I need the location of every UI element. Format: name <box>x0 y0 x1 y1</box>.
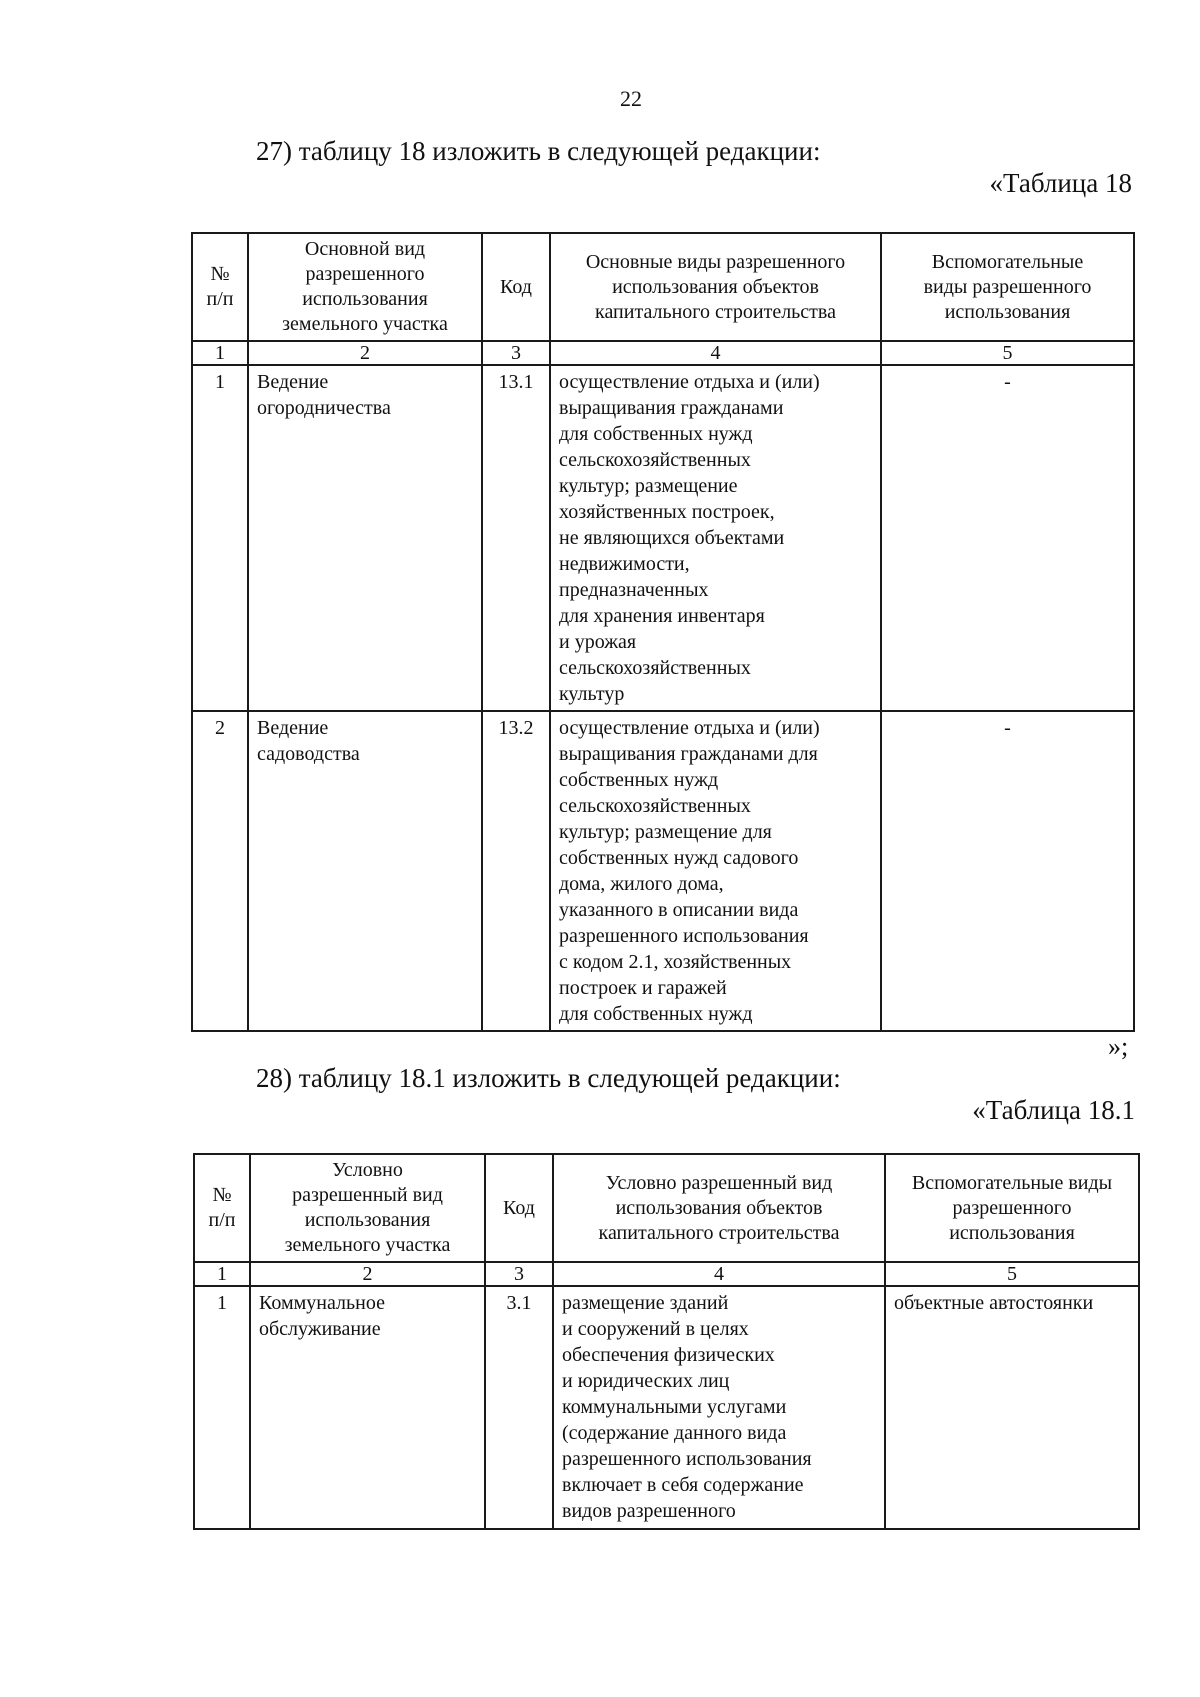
column-number: 3 <box>482 341 550 365</box>
header-cell-code: Код <box>482 233 550 341</box>
column-number: 1 <box>192 341 248 365</box>
section1-caption: «Таблица 18 <box>989 168 1132 198</box>
land-use-description: осуществление отдыха и (или) выращивания гражданами для собственных нужд сельскохозяйственных культур; размещение для собственных нужд садового дома, жилого дома, указанного в описании вида разрешенного использования с кодом 2.1, хозяйственных построек и гаражей для собственных нужд <box>550 711 881 1031</box>
row-number: 1 <box>192 365 248 711</box>
land-use-code: 13.2 <box>482 711 550 1031</box>
header-cell-auxiliary: Вспомогательные виды разрешенного использования <box>885 1154 1139 1262</box>
land-use-code: 3.1 <box>485 1286 553 1529</box>
column-number: 5 <box>885 1262 1139 1286</box>
table-row <box>192 711 1134 1031</box>
header-cell-num: № п/п <box>194 1154 250 1262</box>
table-row <box>192 365 1134 711</box>
table-row <box>194 1286 1139 1529</box>
column-number: 2 <box>248 341 482 365</box>
column-number-row <box>192 341 1134 365</box>
column-number-row <box>194 1262 1139 1286</box>
column-number: 3 <box>485 1262 553 1286</box>
auxiliary-use: объектные автостоянки <box>885 1286 1139 1529</box>
table-18 <box>191 232 1135 1032</box>
land-use-type: Ведение огородничества <box>248 365 482 711</box>
closing-quote: »; <box>1108 1032 1129 1061</box>
column-number: 2 <box>250 1262 485 1286</box>
land-use-code: 13.1 <box>482 365 550 711</box>
header-cell-type: Условно разрешенный вид использования земельного участка <box>250 1154 485 1262</box>
page-number: 22 <box>620 86 642 111</box>
header-cell-type: Основной вид разрешенного использования земельного участка <box>248 233 482 341</box>
table-header-row <box>192 233 1134 341</box>
row-number: 1 <box>194 1286 250 1529</box>
section1-heading: 27) таблицу 18 изложить в следующей редакции: <box>256 136 821 166</box>
land-use-description: осуществление отдыха и (или) выращивания гражданами для собственных нужд сельскохозяйственных культур; размещение хозяйственных построек, не являющихся объектами недвижимости, предназначенных для хранения инвентаря и урожая сельскохозяйственных культур <box>550 365 881 711</box>
column-number: 1 <box>194 1262 250 1286</box>
land-use-type: Коммунальное обслуживание <box>250 1286 485 1529</box>
row-number: 2 <box>192 711 248 1031</box>
header-cell-auxiliary: Вспомогательные виды разрешенного использования <box>881 233 1134 341</box>
column-number: 4 <box>553 1262 885 1286</box>
column-number: 4 <box>550 341 881 365</box>
header-cell-code: Код <box>485 1154 553 1262</box>
section2-heading: 28) таблицу 18.1 изложить в следующей редакции: <box>256 1063 841 1093</box>
column-number: 5 <box>881 341 1134 365</box>
auxiliary-use: - <box>881 365 1134 711</box>
table-18-1 <box>193 1153 1140 1530</box>
header-cell-description: Основные виды разрешенного использования объектов капитального строительства <box>550 233 881 341</box>
header-cell-num: № п/п <box>192 233 248 341</box>
header-cell-description: Условно разрешенный вид использования объектов капитального строительства <box>553 1154 885 1262</box>
auxiliary-use: - <box>881 711 1134 1031</box>
table-header-row <box>194 1154 1139 1262</box>
land-use-description: размещение зданий и сооружений в целях обеспечения физических и юридических лиц коммунальными услугами (содержание данного вида разрешенного использования включает в себя содержание видов разрешенного <box>553 1286 885 1529</box>
section2-caption: «Таблица 18.1 <box>972 1095 1135 1125</box>
land-use-type: Ведение садоводства <box>248 711 482 1031</box>
